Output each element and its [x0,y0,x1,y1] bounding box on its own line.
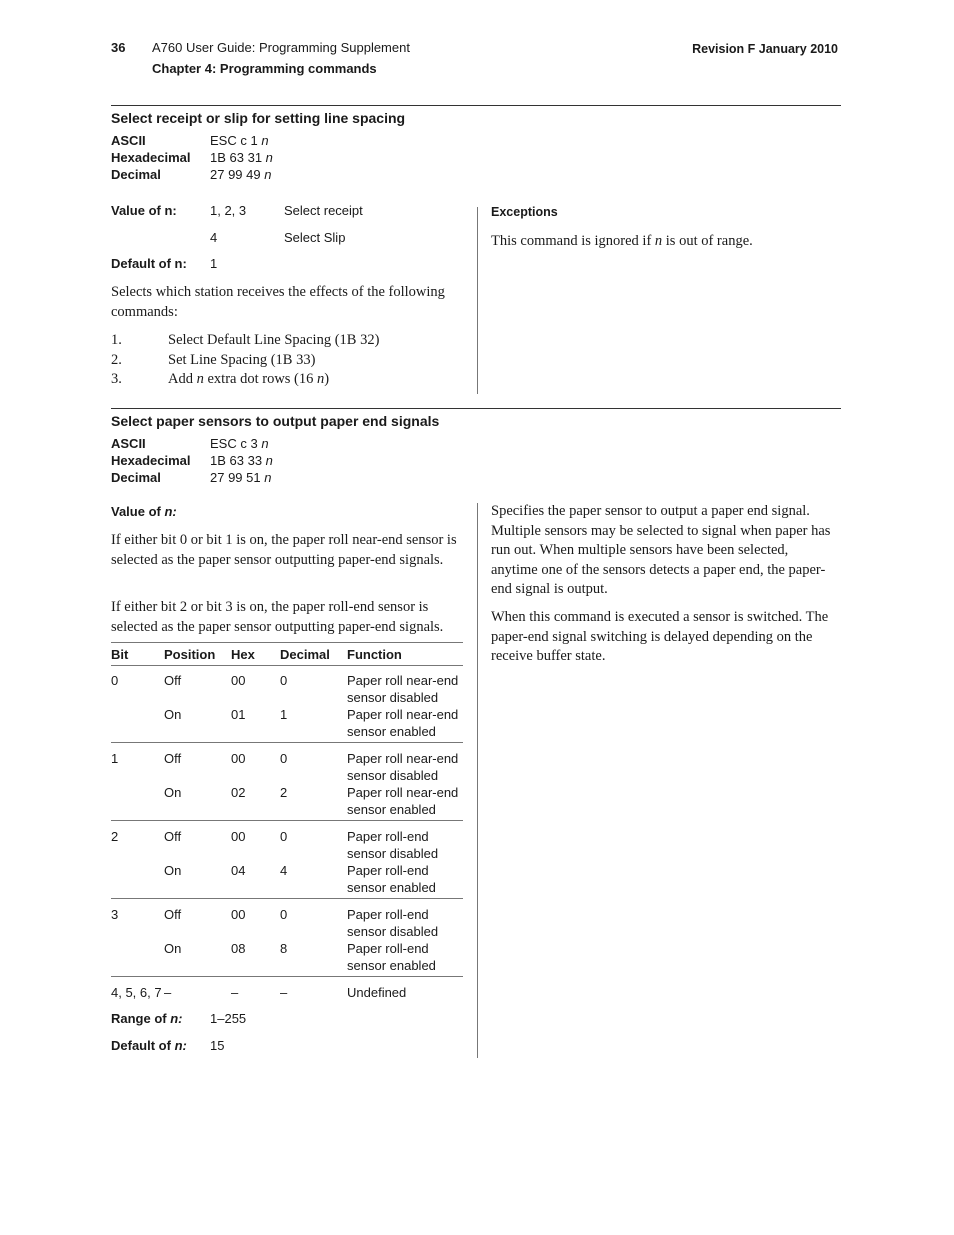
table-header-rule [111,665,463,666]
exceptions-title: Exceptions [491,205,558,219]
table-cell-bit: 3 [111,907,119,922]
section-title: Select paper sensors to output paper end signals [111,413,440,429]
table-header-bit: Bit [111,647,129,662]
table-cell-function: sensor disabled [347,846,439,861]
table-cell-bit: 2 [111,829,119,844]
code-label: Hexadecimal [111,453,191,468]
table-cell-function: Paper roll near-end [347,673,459,688]
table-cell-pos: Off [164,907,182,922]
right-paragraph: Specifies the paper sensor to output a paper end signal. Multiple sensors may be selected to signal when paper has run out. When multiple sensors have been selected, anytime one of the sensors detects a paper end, the paper-end signal is output. [491,503,831,597]
paragraph: If either bit 0 or bit 1 is on, the paper roll near-end sensor is selected as the paper sensor outputting paper-end signals. [111,532,457,568]
table-top-rule [111,642,463,643]
table-cell-pos: Off [164,751,182,766]
table-cell-hex: 08 [231,941,246,956]
revision-label: Revision F January 2010 [692,42,838,56]
table-group-rule [111,820,463,821]
range-value: 1–255 [210,1011,247,1026]
table-cell-function: sensor disabled [347,924,439,939]
list-item [111,331,461,351]
default-value: 1 [210,256,218,271]
code-value: ESC c 1 n [210,133,269,148]
list-number: 3. [111,371,122,387]
code-value: 27 99 51 n [210,470,272,485]
table-cell-pos: On [164,785,182,800]
table-cell-pos: On [164,941,182,956]
table-cell-hex: 00 [231,751,246,766]
table-cell-hex: 00 [231,907,246,922]
table-cell-pos: On [164,863,182,878]
value-label: Value of n: [111,504,177,519]
table-cell-dec: 1 [280,707,288,722]
table-group-rule [111,742,463,743]
value-n: 4 [210,230,218,245]
table-header-position: Position [164,647,216,662]
code-value: 1B 63 33 n [210,453,273,468]
page-number: 36 [111,40,126,55]
table-cell-dec: 4 [280,863,288,878]
table-cell-dec: 0 [280,751,288,766]
table-cell-function: Paper roll-end [347,863,429,878]
table-cell-hex: 04 [231,863,246,878]
table-cell-dec: 0 [280,829,288,844]
list-item [111,351,461,371]
table-cell-function: sensor enabled [347,958,436,973]
table-cell-hex: – [231,985,239,1000]
table-cell-function: sensor enabled [347,802,436,817]
table-header-function: Function [347,647,402,662]
code-label: ASCII [111,133,146,148]
table-cell-function: sensor enabled [347,880,436,895]
list-item [111,370,461,390]
right-paragraph: When this command is executed a sensor is switched. The paper-end signal switching is delayed depending on the receive buffer state. [491,609,829,664]
table-cell-pos: Off [164,673,182,688]
table-cell-function: Paper roll near-end [347,707,459,722]
table-header-decimal: Decimal [280,647,330,662]
table-cell-hex: 02 [231,785,246,800]
list-text: Set Line Spacing (1B 33) [168,351,316,368]
table-cell-dec: 8 [280,941,288,956]
command-list [111,331,461,390]
code-value: 1B 63 31 n [210,150,273,165]
default-value: 15 [210,1038,225,1053]
value-label: Value of n: [111,203,177,218]
table-cell-hex: 01 [231,707,246,722]
code-label: Hexadecimal [111,150,191,165]
code-value: 27 99 49 n [210,167,272,182]
table-cell-function: Paper roll-end [347,829,429,844]
range-label: Range of n: [111,1011,183,1026]
default-label: Default of n: [111,1038,187,1053]
column-divider [477,503,478,1058]
paragraph: If either bit 2 or bit 3 is on, the paper roll-end sensor is selected as the paper sensor outputting paper-end signals. [111,599,444,635]
section-divider [111,408,841,409]
table-cell-function: Paper roll-end [347,907,429,922]
list-text: Add n extra dot rows (16 n) [168,371,330,387]
chapter-title: Chapter 4: Programming commands [152,61,377,76]
value-n: 1, 2, 3 [210,203,247,218]
table-cell-pos: Off [164,829,182,844]
table-cell-function: Paper roll near-end [347,751,459,766]
table-cell-bit: 1 [111,751,119,766]
list-text: Select Default Line Spacing (1B 32) [168,332,380,348]
column-divider [477,207,478,394]
code-label: ASCII [111,436,146,451]
code-label: Decimal [111,470,161,485]
value-desc: Select receipt [284,203,363,218]
table-cell-function: sensor disabled [347,768,439,783]
table-cell-pos: On [164,707,182,722]
section-divider [111,105,841,106]
section-title: Select receipt or slip for setting line spacing [111,110,406,126]
table-cell-function: Paper roll-end [347,941,429,956]
table-cell-function: Paper roll near-end [347,785,459,800]
code-value: ESC c 3 n [210,436,269,451]
table-header-hex: Hex [231,647,255,662]
value-desc: Select Slip [284,230,346,245]
list-number: 2. [111,351,122,368]
table-group-rule [111,898,463,899]
guide-title: A760 User Guide: Programming Supplement [152,40,410,55]
exceptions-text: This command is ignored if n is out of range. [491,233,753,249]
table-cell-bit: 0 [111,673,119,688]
table-cell-decimal: – [280,985,288,1000]
table-cell-function: sensor disabled [347,690,439,705]
default-label: Default of n: [111,256,187,271]
list-number: 1. [111,332,122,348]
table-cell-function: Undefined [347,985,407,1000]
table-cell-dec: 2 [280,785,288,800]
table-cell-bit: 4, 5, 6, 7 [111,985,162,1000]
table-cell-hex: 00 [231,673,246,688]
table-cell-position: – [164,985,172,1000]
description: Selects which station receives the effects of the following commands: [111,284,445,320]
code-label: Decimal [111,167,161,182]
table-cell-hex: 00 [231,829,246,844]
table-cell-function: sensor enabled [347,724,436,739]
table-group-rule [111,976,463,977]
table-cell-dec: 0 [280,907,288,922]
table-cell-dec: 0 [280,673,288,688]
